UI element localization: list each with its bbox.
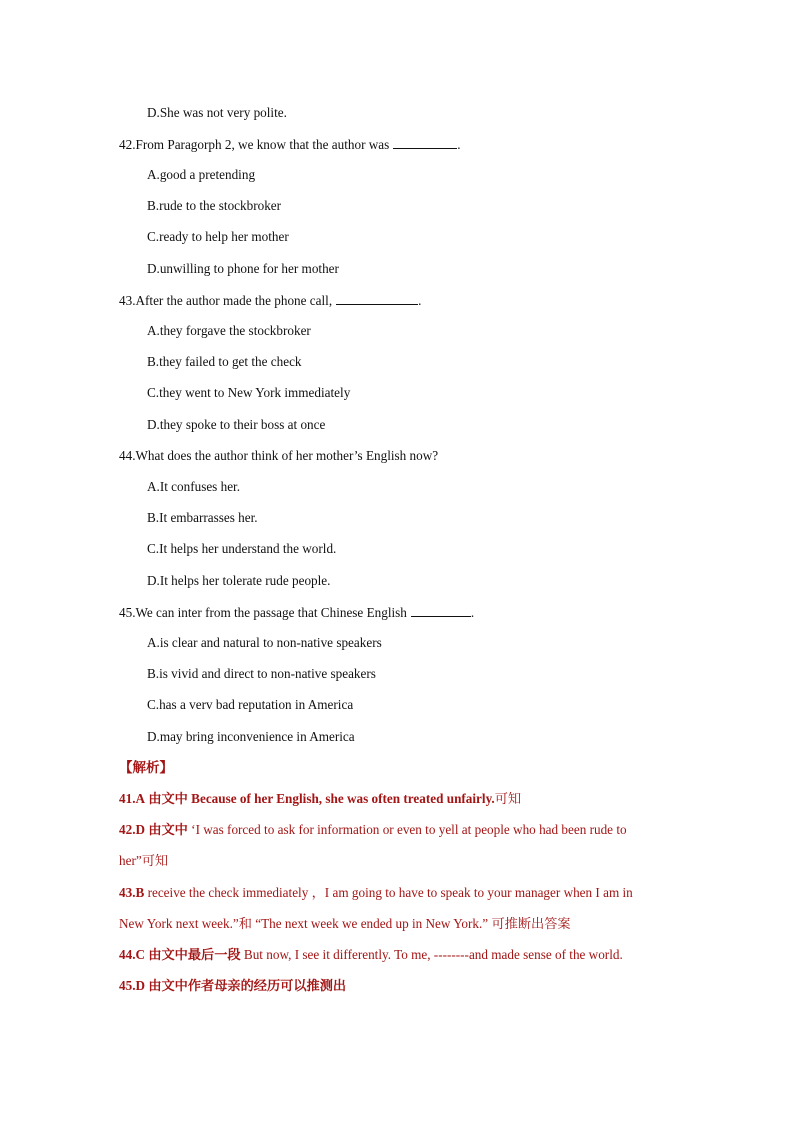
q45-option-d: D.may bring inconvenience in America	[147, 729, 355, 744]
q45-option-c: C.has a verv bad reputation in America	[147, 697, 354, 712]
q42-stem-text: 42.From Paragorph 2, we know that the author was	[119, 137, 390, 152]
q45-stem	[119, 604, 474, 621]
q43-stem	[119, 292, 421, 309]
answer-41-key: 41.A	[119, 791, 146, 806]
answer-41	[119, 791, 521, 807]
q42-tail: .	[457, 137, 461, 152]
answer-42-rest: ‘I was forced to ask for information or even to yell at people who had been rude to	[191, 822, 627, 837]
answer-45-bold: 由文中作者母亲的经历可以推测出	[148, 978, 347, 993]
q41-option-d: D.She was not very polite.	[147, 105, 287, 120]
q43-blank	[336, 292, 418, 305]
q42-option-d: D.unwilling to phone for her mother	[147, 261, 339, 276]
q42-option-b: B.rude to the stockbroker	[147, 198, 282, 213]
answer-43-rest: receive the check immediately ，I am going to have to speak to your manager when I am in	[147, 885, 633, 900]
answer-45-key: 45.D	[119, 978, 146, 993]
answer-44-key: 44.C	[119, 947, 146, 962]
q44-option-a: A.It confuses her.	[147, 479, 241, 494]
q45-stem-text: 45.We can inter from the passage that Chinese English	[119, 605, 407, 620]
q43-stem-text: 43.After the author made the phone call,	[119, 293, 333, 308]
answer-45	[119, 978, 346, 994]
q42-option-c: C.ready to help her mother	[147, 229, 289, 244]
q45-option-a: A.is clear and natural to non-native speakers	[147, 635, 382, 650]
answer-41-bold: 由文中 Because of her English, she was often treated unfairly.	[148, 791, 495, 806]
q42-stem	[119, 136, 461, 153]
answer-44-bold: 由文中最后一段	[148, 947, 241, 962]
answer-43-key: 43.B	[119, 885, 145, 900]
answer-44-rest: But now, I see it differently. To me, --------and made sense of the world.	[243, 947, 623, 962]
answer-42-key: 42.D	[119, 822, 146, 837]
answer-43-continued: New York next week.”和 “The next week we ended up in New York.” 可推断出答案	[119, 916, 571, 931]
q43-option-c: C.they went to New York immediately	[147, 385, 351, 400]
q42-blank	[393, 136, 457, 149]
q45-option-b: B.is vivid and direct to non-native speakers	[147, 666, 376, 681]
q42-option-a: A.good a pretending	[147, 167, 256, 182]
analysis-heading: 【解析】	[119, 760, 173, 775]
answer-42-continued: her”可知	[119, 853, 169, 868]
q45-tail: .	[470, 605, 475, 620]
q44-option-c: C.It helps her understand the world.	[147, 541, 337, 556]
answer-43	[119, 885, 633, 901]
q43-tail: .	[418, 293, 422, 308]
answer-42-bold: 由文中	[148, 822, 188, 837]
q45-blank	[411, 604, 471, 617]
answer-42	[119, 822, 627, 838]
q43-option-b: B.they failed to get the check	[147, 354, 302, 369]
answer-41-rest: 可知	[494, 791, 522, 806]
q44-option-d: D.It helps her tolerate rude people.	[147, 573, 331, 588]
q44-stem: 44.What does the author think of her mother’s English now?	[119, 448, 439, 463]
q44-option-b: B.It embarrasses her.	[147, 510, 258, 525]
q43-option-d: D.they spoke to their boss at once	[147, 417, 326, 432]
answer-44	[119, 947, 623, 963]
q43-option-a: A.they forgave the stockbroker	[147, 323, 311, 338]
